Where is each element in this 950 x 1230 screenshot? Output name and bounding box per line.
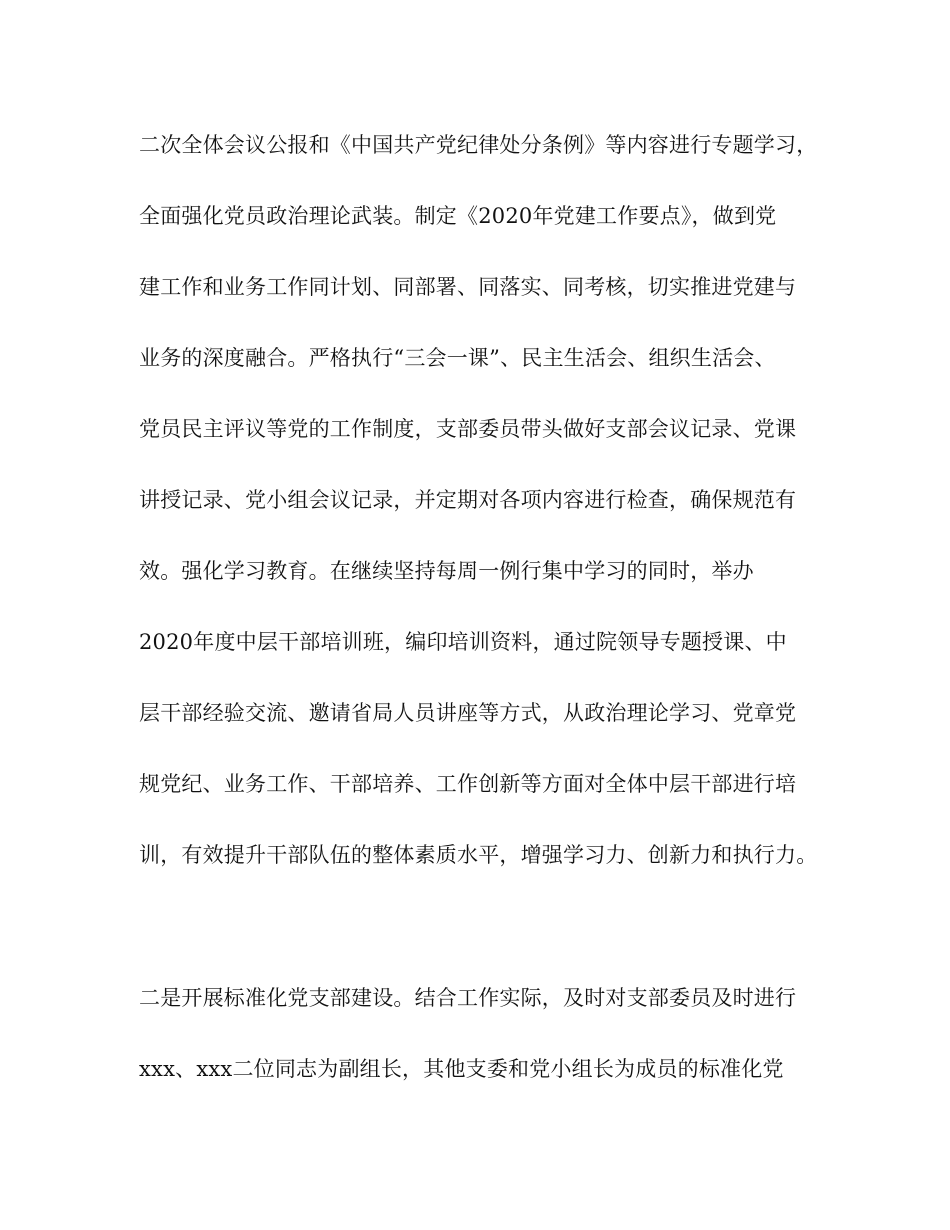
paragraph-1-line-8: 2020年度中层干部培训班，编印培训资料，通过院领导专题授课、中 [139, 630, 787, 654]
paragraph-1-line-3: 建工作和业务工作同计划、同部署、同落实、同考核，切实推进党建与 [139, 275, 797, 299]
paragraph-1-line-4: 业务的深度融合。严格执行“三会一课”、民主生活会、组织生活会、 [139, 346, 776, 370]
paragraph-1-line-9: 层干部经验交流、邀请省局人员讲座等方式，从政治理论学习、党章党 [139, 701, 797, 725]
paragraph-1-line-5: 党员民主评议等党的工作制度，支部委员带头做好支部会议记录、党课 [139, 417, 797, 441]
paragraph-1-line-1: 二次全体会议公报和《中国共产党纪律处分条例》等内容进行专题学习， [139, 133, 818, 157]
paragraph-1-line-6: 讲授记录、党小组会议记录，并定期对各项内容进行检查，确保规范有 [139, 488, 797, 512]
paragraph-2-line-1: 二是开展标准化党支部建设。结合工作实际，及时对支部委员及时进行 [139, 986, 797, 1010]
paragraph-1-line-7: 效。强化学习教育。在继续坚持每周一例行集中学习的同时，举办 [139, 559, 754, 583]
paragraph-2-line-2: xxx、xxx二位同志为副组长，其他支委和党小组长为成员的标准化党 [139, 1057, 784, 1081]
paragraph-1-line-2: 全面强化党员政治理论武装。制定《2020年党建工作要点》，做到党 [139, 204, 777, 228]
paragraph-1-line-11: 训，有效提升干部队伍的整体素质水平，增强学习力、创新力和执行力。 [139, 843, 818, 867]
paragraph-1-line-10: 规党纪、业务工作、干部培养、工作创新等方面对全体中层干部进行培 [139, 772, 797, 796]
